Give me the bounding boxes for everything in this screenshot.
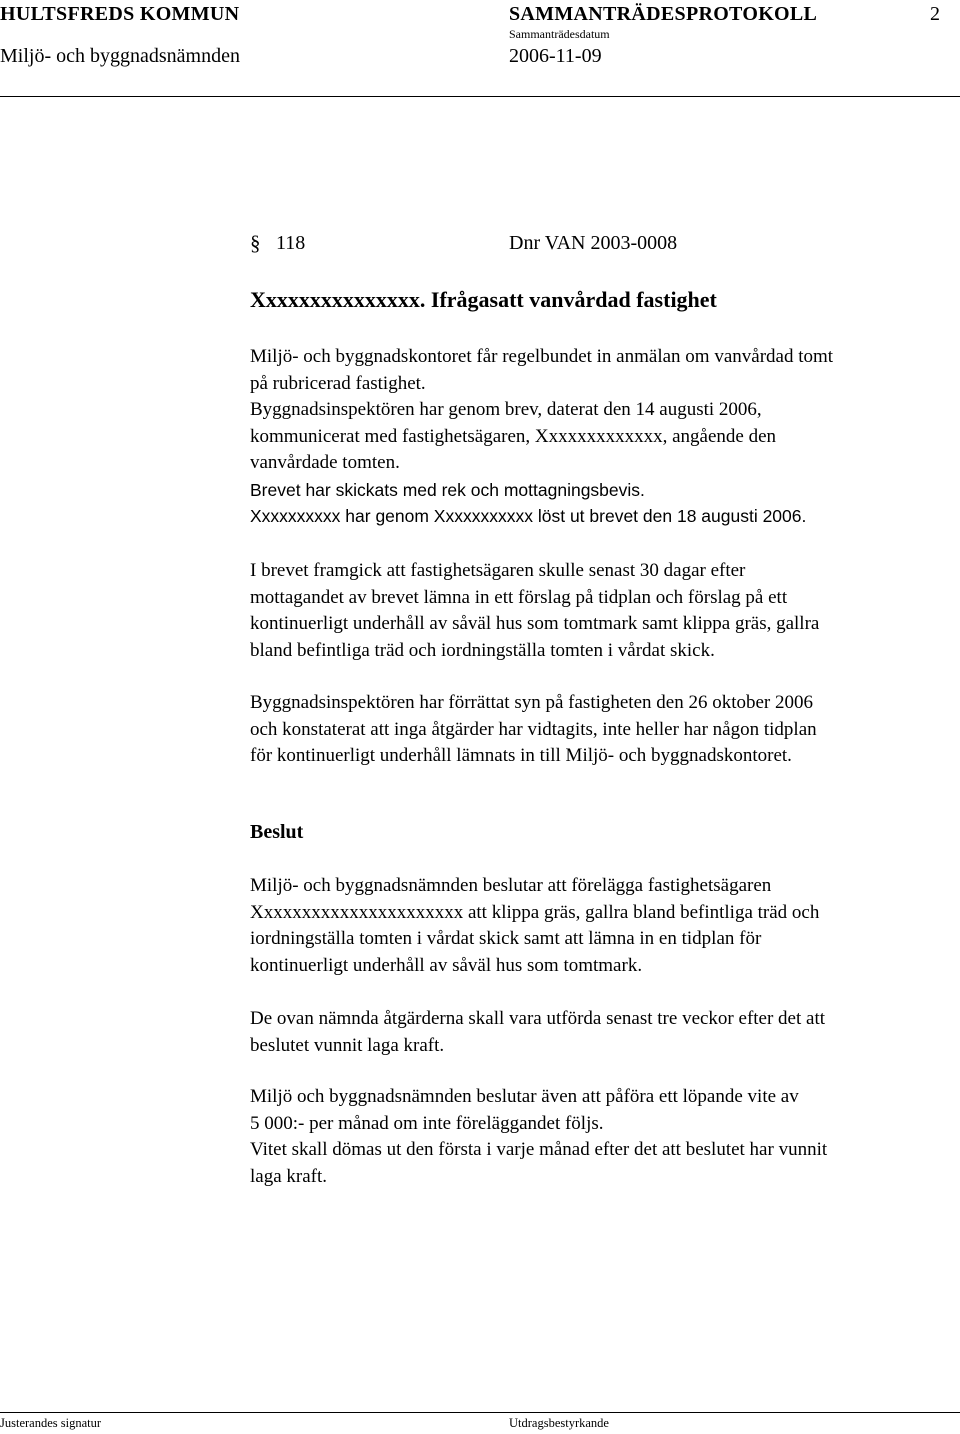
text-line: Miljö- och byggnadskontoret får regelbundet in anmälan om vanvårdad tomt (250, 346, 834, 367)
paragraph-number: 118 (276, 232, 306, 254)
text-line: kontinuerligt underhåll av såväl hus som tomtmark. (250, 954, 643, 976)
diary-number: Dnr VAN 2003-0008 (509, 232, 678, 254)
text-line: I brevet framgick att fastighetsägaren skulle senast 30 dagar efter (250, 560, 746, 581)
letter-content-paragraph (250, 558, 819, 664)
text-line: Miljö och byggnadsnämnden beslutar även att påföra ett löpande vite av (250, 1086, 799, 1107)
case-title: Xxxxxxxxxxxxxxx. Ifrågasatt vanvårdad fastighet (250, 287, 717, 312)
text-line: och konstaterat att inga åtgärder har vidtagits, inte heller har någon tidplan (250, 718, 817, 740)
text-line: iordningställa tomten i vårdat skick samt att lämna in en tidplan för (250, 928, 762, 949)
text-line: bland befintliga träd och iordningställa tomten i vårdat skick. (250, 639, 715, 661)
inspection-paragraph (250, 690, 817, 770)
board-name: Miljö- och byggnadsnämnden (0, 45, 240, 67)
document-type: SAMMANTRÄDESPROTOKOLL (509, 3, 818, 25)
text-line: på rubricerad fastighet. (250, 372, 426, 394)
text-line: Miljö- och byggnadsnämnden beslutar att förelägga fastighetsägaren (250, 875, 772, 896)
text-line: för kontinuerligt underhåll lämnats in till Miljö- och byggnadskontoret. (250, 745, 792, 766)
meeting-date: 2006-11-09 (509, 45, 602, 67)
text-line: mottagandet av brevet lämna in ett förslag på tidplan och förslag på ett (250, 586, 788, 608)
org-name: HULTSFREDS KOMMUN (0, 3, 240, 25)
text-line: kommunicerat med fastighetsägaren, Xxxxxxxxxxxxx, angående den (250, 425, 777, 447)
intro-paragraph (250, 344, 833, 530)
page-number: 2 (930, 3, 940, 25)
text-line: Vitet skall dömas ut den första i varje månad efter det att beslutet har vunnit (250, 1139, 828, 1160)
decision-paragraph (250, 873, 819, 979)
date-label: Sammanträdesdatum (509, 27, 610, 41)
text-line: Brevet har skickats med rek och mottagningsbevis. (250, 479, 645, 500)
text-line: beslutet vunnit laga kraft. (250, 1034, 445, 1056)
text-line: Xxxxxxxxxxxxxxxxxxxxxx att klippa gräs, gallra bland befintliga träd och (250, 901, 820, 923)
header-rule (0, 96, 960, 97)
footer-rule (0, 1412, 960, 1413)
certification-label: Utdragsbestyrkande (509, 1416, 609, 1430)
penalty-paragraph (250, 1084, 827, 1190)
text-line: kontinuerligt underhåll av såväl hus som tomtmark samt klippa gräs, gallra (250, 613, 820, 634)
decision-heading: Beslut (250, 821, 304, 843)
text-line: Byggnadsinspektören har förrättat syn på fastigheten den 26 oktober 2006 (250, 692, 813, 713)
text-line: Byggnadsinspektören har genom brev, daterat den 14 augusti 2006, (250, 399, 762, 420)
text-line: De ovan nämnda åtgärderna skall vara utförda senast tre veckor efter det att (250, 1008, 826, 1029)
section-sign: § (250, 231, 261, 255)
text-line: Xxxxxxxxxx har genom Xxxxxxxxxxx löst ut brevet den 18 augusti 2006. (250, 506, 807, 526)
deadline-paragraph (250, 1006, 825, 1059)
text-line: laga kraft. (250, 1165, 328, 1187)
text-line: vanvårdade tomten. (250, 452, 400, 473)
signature-label: Justerandes signatur (0, 1416, 102, 1430)
text-line: 5 000:- per månad om inte föreläggandet följs. (250, 1112, 604, 1134)
